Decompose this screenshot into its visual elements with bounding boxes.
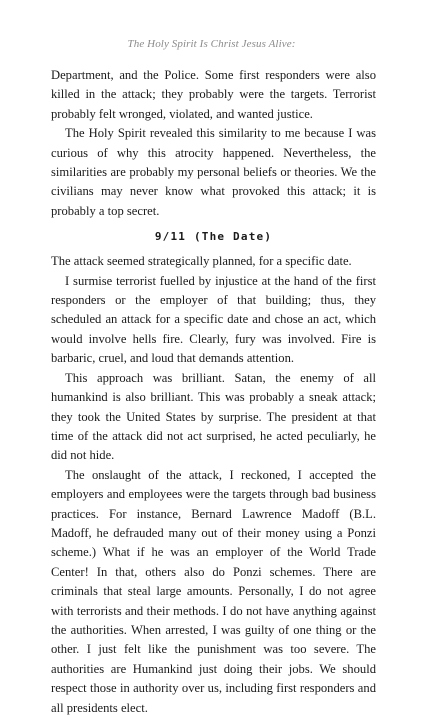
body-paragraph: This approach was brilliant. Satan, the enemy of all humankind is also brilliant. This was probably a sneak attack; they took the United States by surprise. The president at that time of the attack did not act surprised, he acted peculiarly, he did not hide. [51,370,376,463]
running-header: The Holy Spirit Is Christ Jesus Alive: [127,38,296,50]
body-paragraph: The onslaught of the attack, I reckoned, I accepted the employers and employees were the targets through bad business practices. For instance, Bernard Lawrence Madoff (B.L. Madoff, he defrauded many out of their money using a Ponzi scheme.) What if he was an employer of the World Trade Center! In that, others also do Ponzi schemes. There are criminals that steal large amounts. Personally, I do not agree with terrorists and their methods. I do not have anything against the authorities. When arrested, I was guilty of one thing or the other. I just felt like the punishment was too severe. The authorities are Humankind just doing their jobs. We should respect those in authority over us, including first responders and all presidents elect. [51,467,376,715]
section-heading: 9/11 (The Date) [154,230,273,244]
body-paragraph: The Holy Spirit revealed this similarity to me because I was curious of why this atrocity happened. Nevertheless, the similarities are probably my personal beliefs or theories. We the civilians may never know what provoked this attack; it is probably a top secret. [51,126,376,218]
page-body [51,66,376,718]
body-paragraph: I surmise terrorist fuelled by injustice at the hand of the first responders or the employer of that building; thus, they scheduled an attack for a specific date and chose an act, which would involve hells fire. Clearly, fury was involved. Fire is barbaric, cruel, and loud that demands attention. [51,273,376,366]
body-paragraph: The attack seemed strategically planned, for a specific date. [51,254,352,269]
body-paragraph: Department, and the Police. Some first responders were also killed in the attack; they probably were the targets. Terrorist probably felt wronged, violated, and wanted justice. [51,68,376,121]
